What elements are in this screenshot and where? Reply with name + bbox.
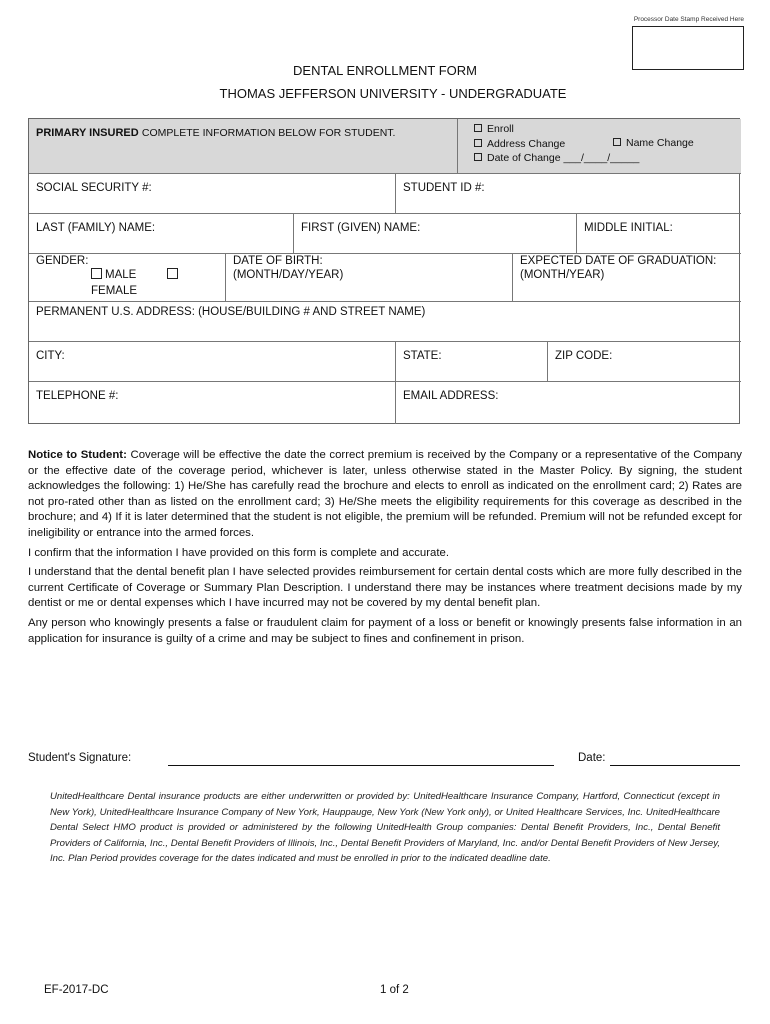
notice-section	[28, 448, 742, 651]
graduation-date-format: (MONTH/YEAR)	[520, 269, 605, 281]
primary-insured-label: PRIMARY INSURED	[36, 127, 139, 139]
signature-row	[28, 752, 742, 764]
primary-insured-cell	[29, 119, 458, 174]
email-label: EMAIL ADDRESS:	[403, 390, 499, 402]
address-change-checkbox[interactable]	[474, 139, 482, 147]
last-name-field[interactable]	[29, 214, 294, 254]
notice-paragraph-3: I understand that the dental benefit plan I have selected provides reimbursement for certain dental costs which are more fully described in the current Certificate of Coverage or Summary Plan Description. I understand there may be instances where treatment decisions made by my dentist or me or dental expenses which I have incurred may not be covered by my dental benefit plan.	[28, 566, 742, 610]
address-label: PERMANENT U.S. ADDRESS: (HOUSE/BUILDING # AND STREET NAME)	[36, 306, 426, 318]
middle-initial-field[interactable]	[577, 214, 741, 254]
male-label: MALE	[105, 269, 137, 281]
state-label: STATE:	[403, 350, 442, 362]
notice-heading: Notice to Student:	[28, 449, 127, 461]
middle-initial-label: MIDDLE INITIAL:	[584, 222, 673, 234]
notice-text: Coverage will be effective the date the correct premium is received by the Company or a representative of the Company or the effective date of the coverage period, whichever is later, unless otherwise stated in the Master Policy. By signing, the student acknowledges the following: 1) He/She has carefully read the brochure and elects to enroll as indicated on the enrollment card; 2) Rates are not pro-rated other than as listed on the enrollment card; 3) He/She meets the eligibility requirements for this coverage as described in the brochure; and 4) If it is later determined that the student is not eligible, the premium will be refunded. Premium will not be refunded except for ineligibility or entrance into the armed forces.	[28, 449, 742, 539]
dob-field[interactable]	[226, 254, 513, 302]
female-checkbox[interactable]	[167, 268, 178, 279]
notice-paragraph-2: I confirm that the information I have provided on this form is complete and accurate.	[28, 546, 450, 559]
dob-label: DATE OF BIRTH:	[233, 255, 323, 267]
date-of-change-label: Date of Change ___/____/_____	[487, 152, 640, 164]
name-change-label: Name Change	[626, 137, 694, 149]
zip-field[interactable]	[548, 342, 741, 382]
disclaimer: UnitedHealthcare Dental insurance products are either underwritten or provided by: UnitedHealthcare Insurance Company, Hartford, Connecticut (except in New York), UnitedHealthcare Insurance Company of New York, Hauppauge, New York (New York only), or United Healthcare Services, Inc. UnitedHealthcare Dental Select HMO product is provided or administered by the following UnitedHealth Group companies: Dental Benefit Providers, Inc., Dental Benefit Providers of California, Inc., Dental Benefit Providers of Illinois, Inc., Dental Benefit Providers of Maryland, Inc. and/or Dental Benefit Providers of New Jersey, Inc. Plan Period provides coverage for the dates indicated and must be enrolled in prior to the indicated deadline date.	[50, 791, 720, 864]
ssn-field[interactable]	[29, 174, 396, 214]
graduation-date-label: EXPECTED DATE OF GRADUATION:	[520, 255, 717, 267]
gender-options	[36, 267, 225, 299]
address-field[interactable]	[29, 302, 741, 342]
state-field[interactable]	[396, 342, 548, 382]
name-change-option	[613, 136, 694, 151]
change-options-cell	[458, 119, 741, 174]
primary-insured-instruction: COMPLETE INFORMATION BELOW FOR STUDENT.	[141, 127, 396, 139]
enroll-label: Enroll	[487, 123, 514, 135]
zip-label: ZIP CODE:	[555, 350, 613, 362]
signature-date-label: Date:	[578, 752, 606, 764]
signature-label: Student's Signature:	[28, 752, 132, 764]
student-id-field[interactable]	[396, 174, 741, 214]
graduation-date-field[interactable]	[513, 254, 741, 302]
signature-date-line[interactable]	[610, 765, 740, 766]
last-name-label: LAST (FAMILY) NAME:	[36, 222, 156, 234]
female-label: FEMALE	[91, 285, 138, 297]
gender-field	[29, 254, 226, 302]
date-of-change-checkbox[interactable]	[474, 153, 482, 161]
signature-line[interactable]	[168, 765, 554, 766]
form-subtitle: THOMAS JEFFERSON UNIVERSITY - UNDERGRADUATE	[219, 86, 567, 101]
first-name-field[interactable]	[294, 214, 577, 254]
form-code: EF-2017-DC	[44, 984, 109, 996]
notice-paragraph-1	[28, 448, 742, 542]
telephone-label: TELEPHONE #:	[36, 390, 119, 402]
form-title: DENTAL ENROLLMENT FORM	[293, 63, 477, 78]
city-field[interactable]	[29, 342, 396, 382]
first-name-label: FIRST (GIVEN) NAME:	[301, 222, 421, 234]
student-id-label: STUDENT ID #:	[403, 182, 485, 194]
city-label: CITY:	[36, 350, 65, 362]
notice-paragraph-4: Any person who knowingly presents a false or fraudulent claim for payment of a loss or benefit or knowingly presents false information in an application for insurance is guilty of a crime and may be subject to fines and confinement in prison.	[28, 616, 742, 645]
address-change-label: Address Change	[487, 137, 566, 150]
name-change-checkbox[interactable]	[613, 138, 621, 146]
enroll-checkbox[interactable]	[474, 124, 482, 132]
gender-label: GENDER:	[36, 255, 89, 267]
male-checkbox[interactable]	[91, 268, 102, 279]
ssn-label: SOCIAL SECURITY #:	[36, 182, 152, 194]
email-field[interactable]	[396, 382, 741, 424]
dob-format: (MONTH/DAY/YEAR)	[233, 269, 344, 281]
telephone-field[interactable]	[29, 382, 396, 424]
enrollment-form	[28, 118, 740, 424]
page-number: 1 of 2	[380, 984, 409, 996]
stamp-label: Processor Date Stamp Received Here	[633, 16, 744, 23]
